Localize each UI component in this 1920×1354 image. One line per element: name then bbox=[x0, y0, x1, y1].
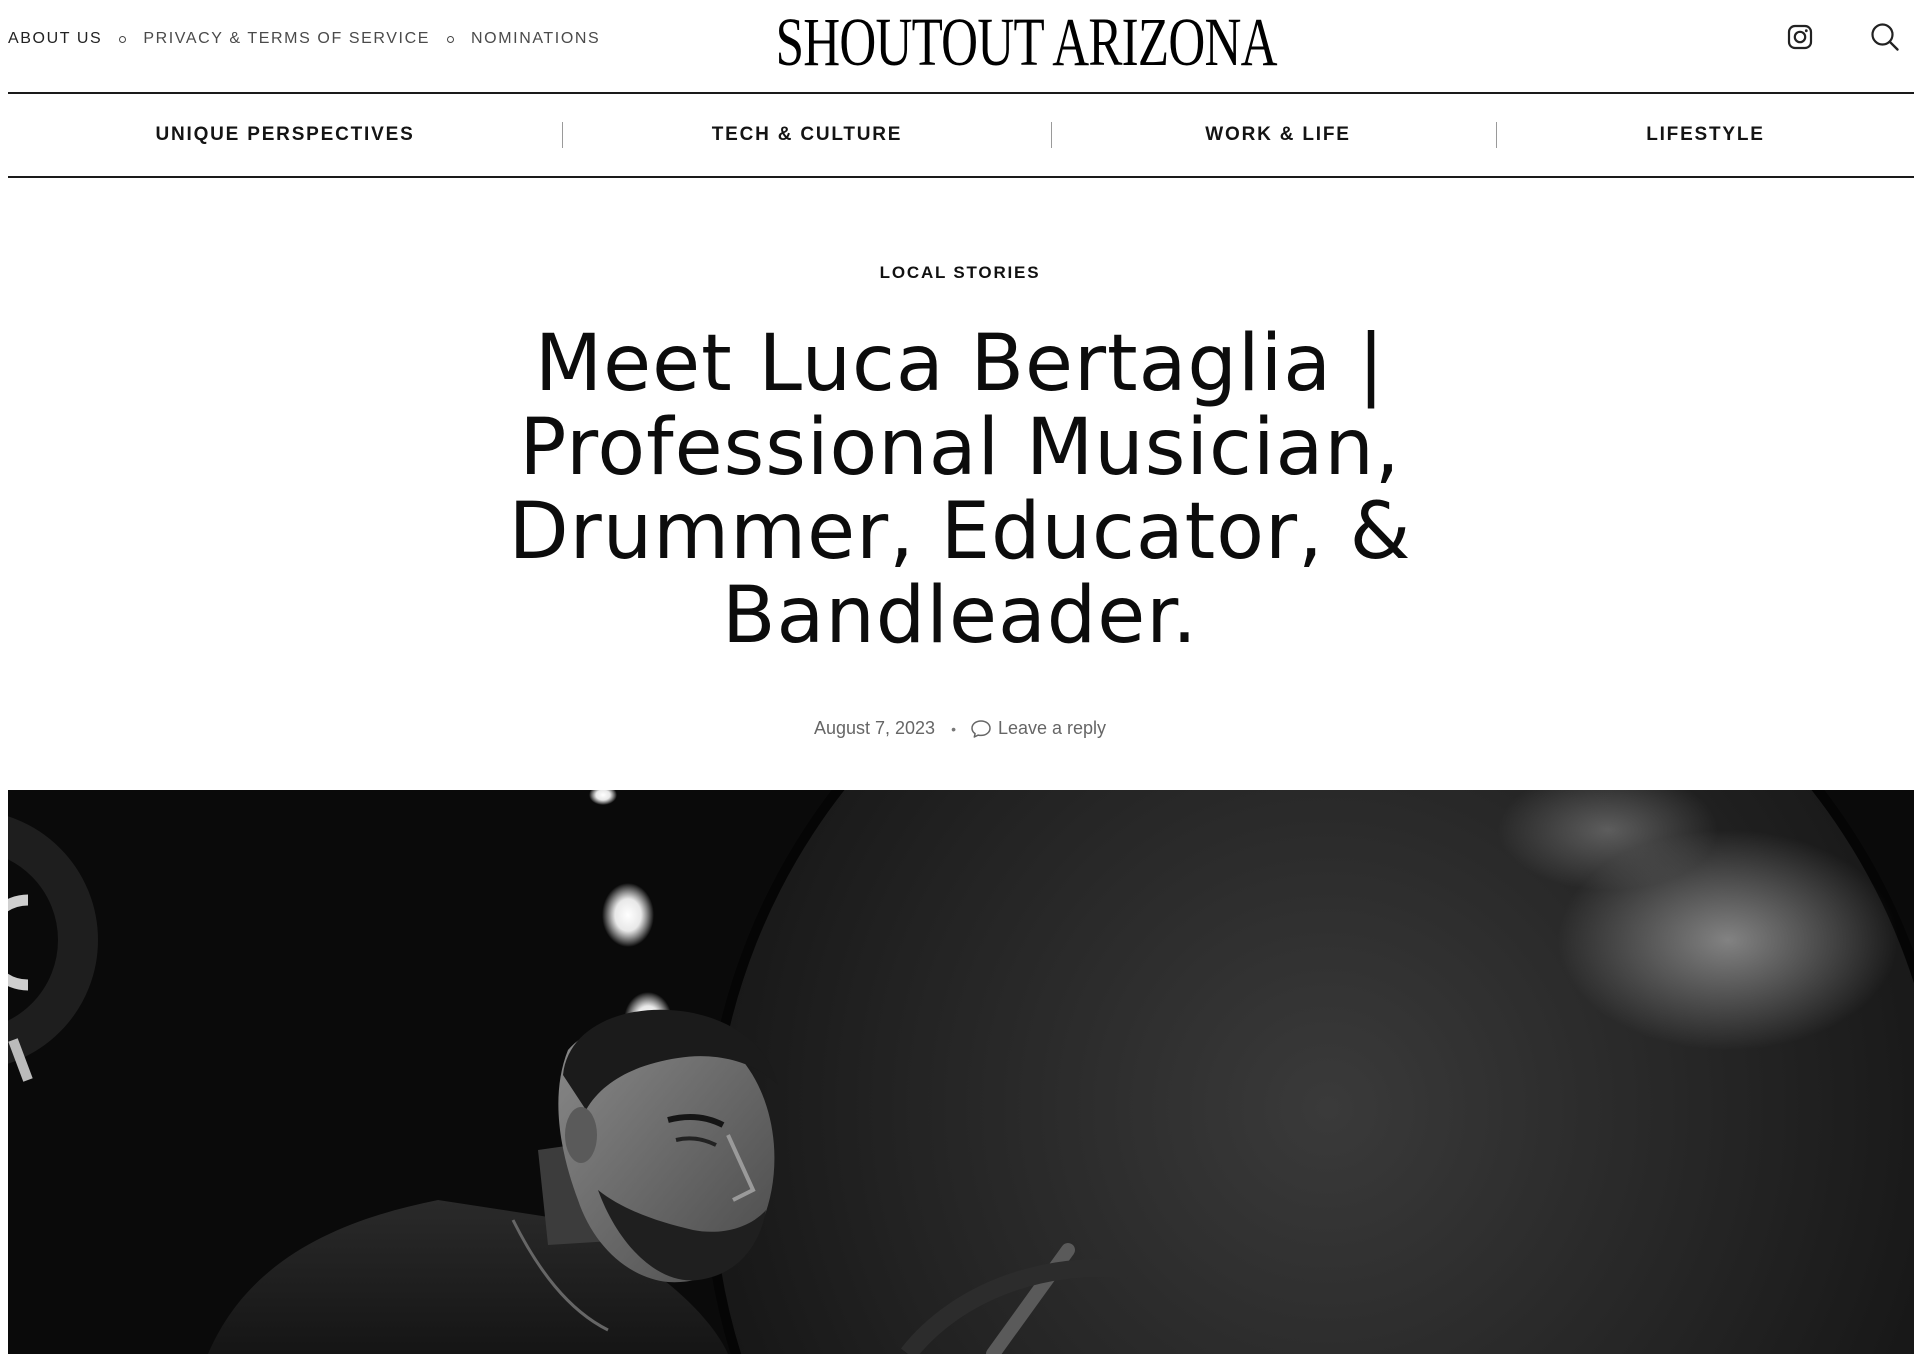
nav-work-life[interactable]: WORK & LIFE bbox=[1205, 124, 1351, 145]
leave-reply-label: Leave a reply bbox=[997, 718, 1107, 738]
article-hero-image bbox=[8, 790, 1914, 1354]
nav-tech-culture[interactable]: TECH & CULTURE bbox=[711, 124, 903, 145]
about-us-link[interactable]: ABOUT US bbox=[8, 30, 103, 47]
article-category-link[interactable]: LOCAL STORIES bbox=[879, 263, 1041, 282]
leave-reply-link[interactable] bbox=[970, 718, 1106, 739]
nav-lifestyle[interactable]: LIFESTYLE bbox=[1646, 124, 1765, 145]
nominations-link[interactable]: NOMINATIONS bbox=[471, 30, 601, 47]
meta-separator: • bbox=[951, 720, 956, 737]
separator-dot bbox=[119, 36, 126, 43]
privacy-terms-link[interactable]: PRIVACY & TERMS OF SERVICE bbox=[143, 30, 431, 47]
search-icon[interactable] bbox=[1870, 22, 1900, 52]
instagram-icon[interactable] bbox=[1785, 22, 1815, 52]
category-nav bbox=[8, 94, 1914, 178]
article-date[interactable]: August 7, 2023 bbox=[813, 718, 936, 738]
site-header bbox=[8, 0, 1914, 94]
utility-nav bbox=[8, 28, 600, 50]
comment-bubble-icon bbox=[970, 719, 992, 739]
separator-dot bbox=[447, 36, 454, 43]
nav-unique-perspectives[interactable]: UNIQUE PERSPECTIVES bbox=[155, 124, 415, 145]
article-meta bbox=[0, 718, 1920, 739]
site-logo[interactable]: SHOUTOUT ARIZONA bbox=[775, 4, 1277, 80]
article-title: Meet Luca Bertaglia | Professional Musician, Drummer, Educator, & Bandleader. bbox=[508, 319, 1412, 661]
drummer-photo bbox=[8, 790, 1914, 1354]
